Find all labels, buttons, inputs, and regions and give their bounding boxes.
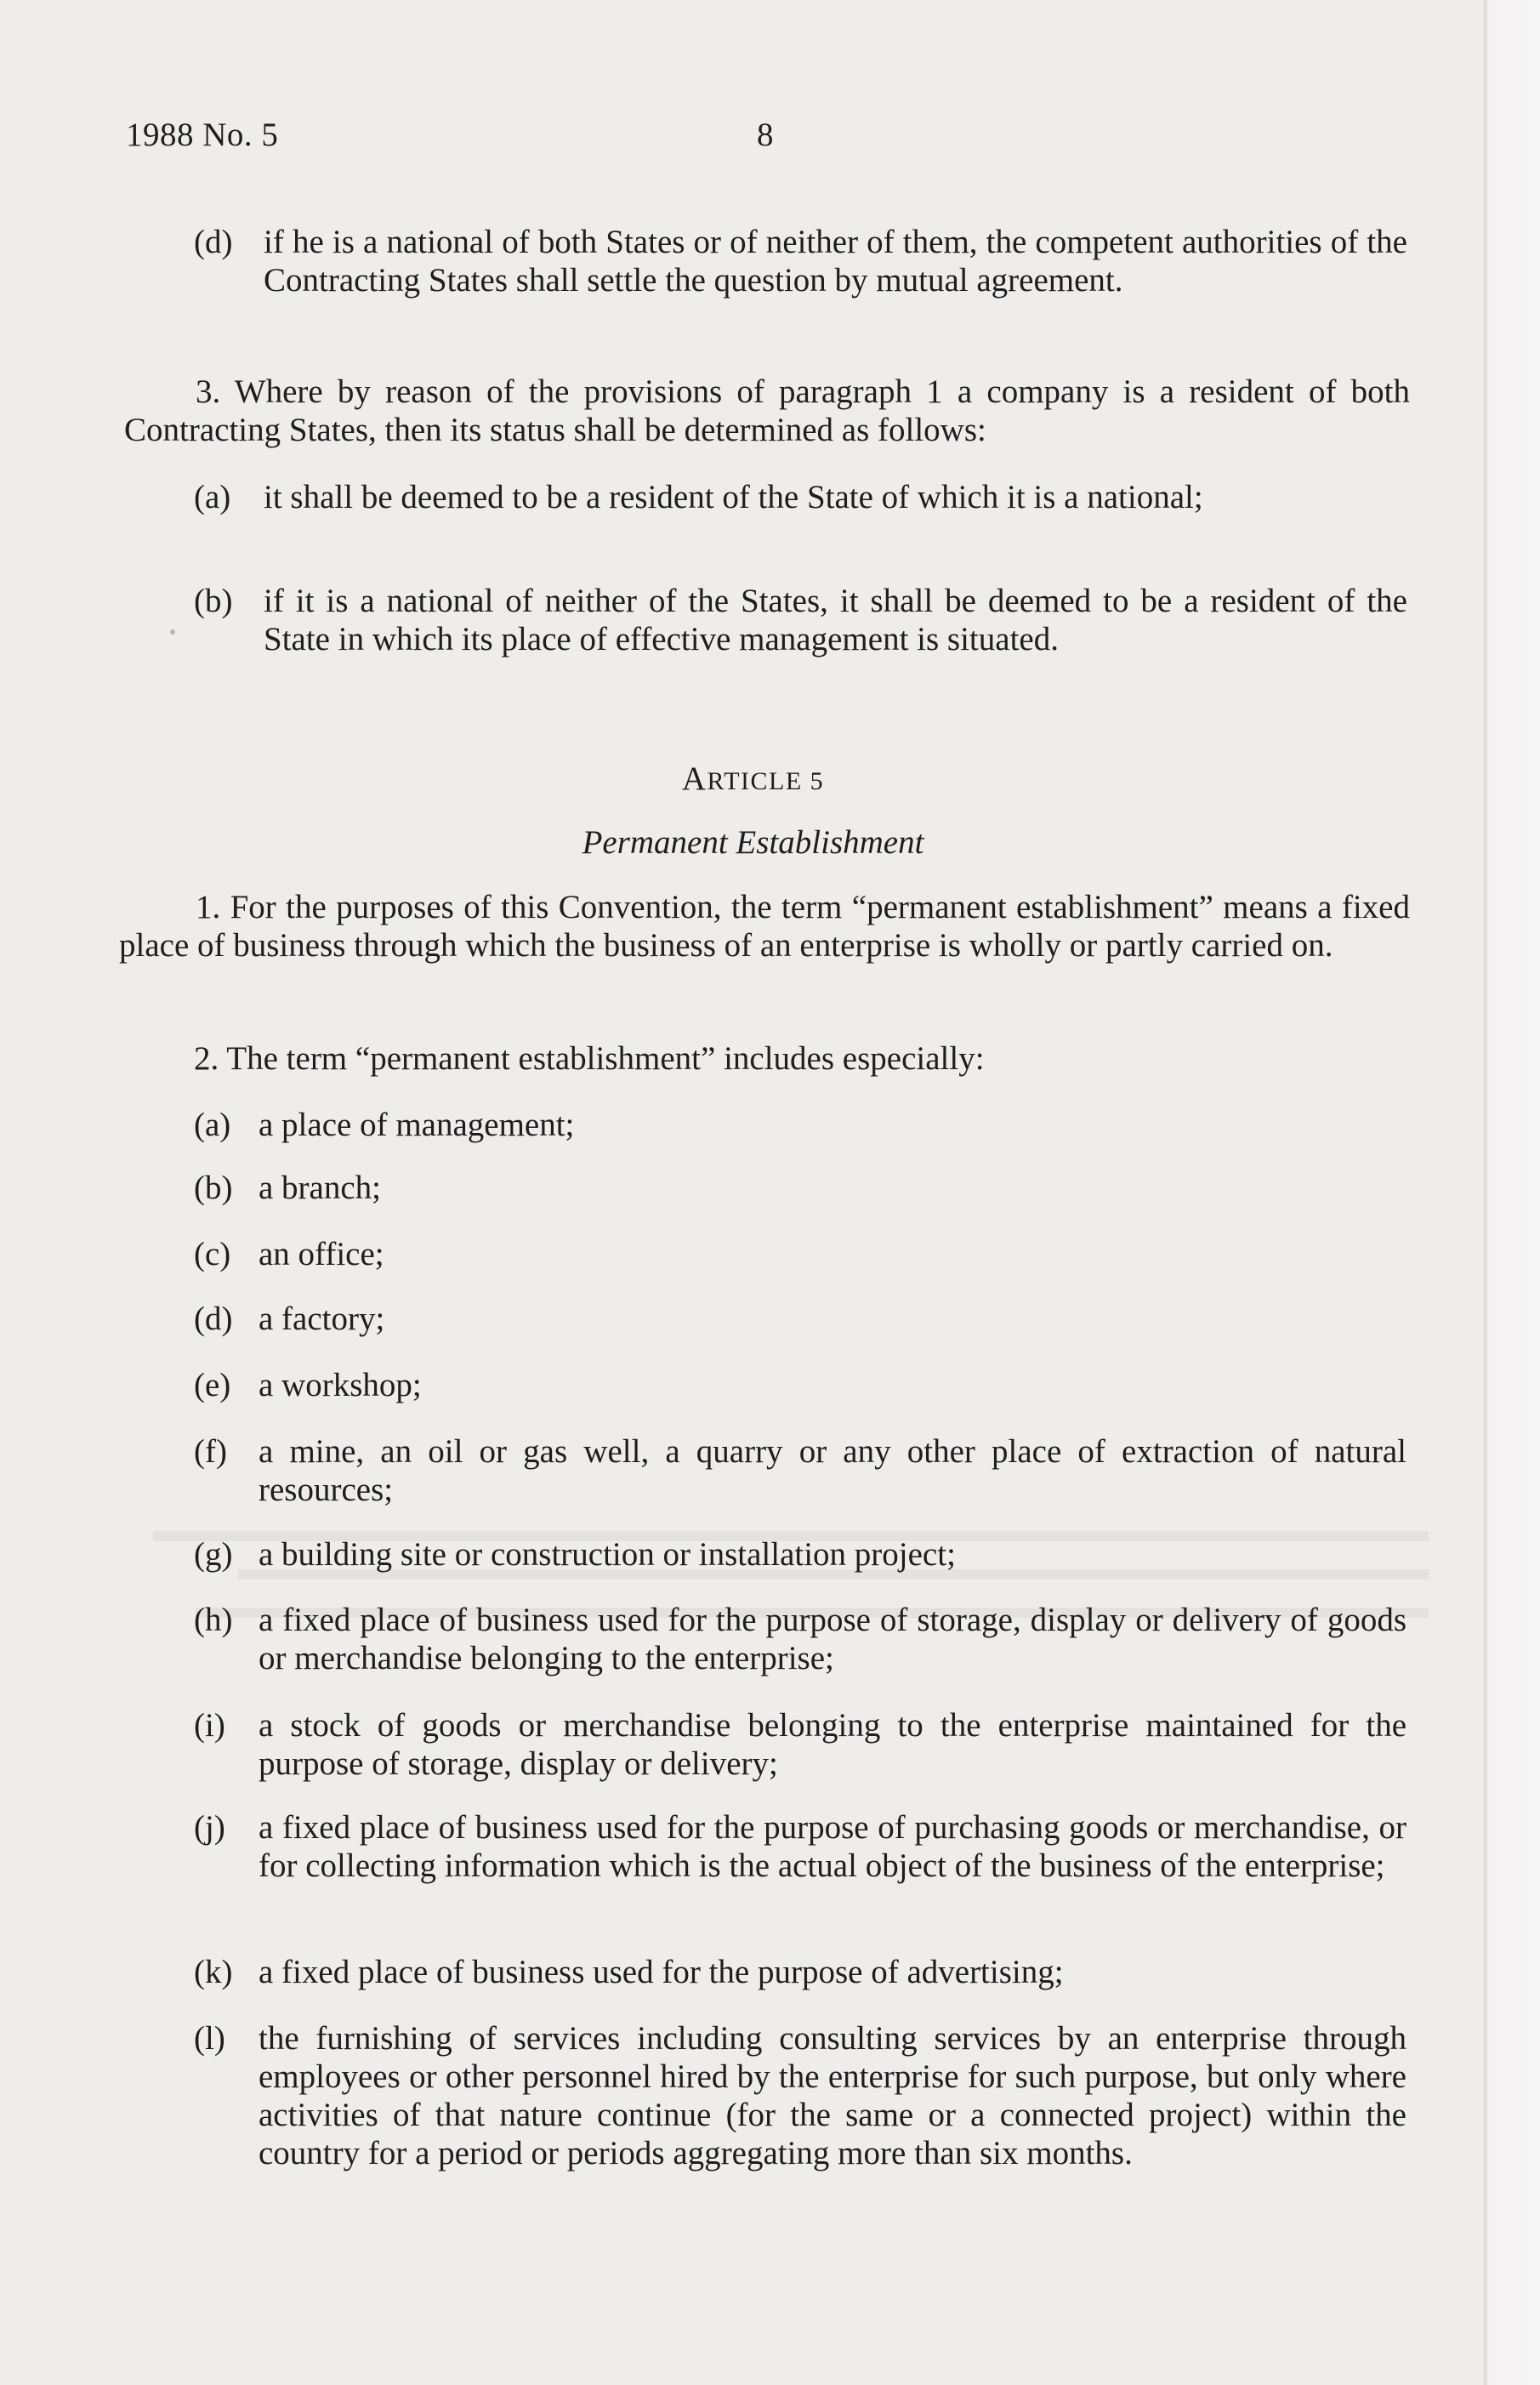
list-item-text: if it is a national of neither of the States, it shall be deemed to be a resident of the State in which its place of effective management is situated. [264,583,1407,657]
list-item-label: (f) [194,1433,227,1470]
para3-item-b [194,582,1410,663]
para2-item-l [194,2019,1410,2217]
document-header: 1988 No. 5 [126,117,279,153]
para2-item-b [194,1169,1410,1210]
para3-item-a [194,478,1410,519]
list-item-label: (c) [194,1236,231,1272]
para2-item-h [194,1601,1410,1682]
list-item-text: a building site or construction or installation project; [259,1536,956,1573]
list-item-text: it shall be deemed to be a resident of the State of which it is a national; [264,479,1203,515]
list-item-label: (h) [194,1602,233,1638]
list-item-d-continuation [194,223,1410,342]
list-item-label: (d) [194,224,233,260]
para2-item-g [194,1535,1410,1576]
list-item-label: (a) [194,479,231,515]
list-item-text: a fixed place of business used for the purpose of purchasing goods or merchandise, or for collecting information which is the actual object of the business of the enterprise; [259,1809,1406,1884]
list-item-label: (j) [194,1809,225,1846]
page-number: 8 [757,117,774,153]
para2-item-d [194,1300,1410,1340]
page-edge-shadow [1484,0,1540,2385]
list-item-text: a factory; [259,1301,385,1337]
list-item-text: a workshop; [259,1367,422,1403]
list-item-label: (a) [194,1107,231,1143]
list-item-label: (e) [194,1367,231,1403]
para2-item-e [194,1366,1410,1407]
list-item-text: a branch; [259,1170,382,1206]
list-item-text: the furnishing of services including consulting services by an enterprise through employees or other personnel hired by the enterprise for such purpose, but only where activities of that nature continue (for the same or a connected project) within the country for a period or periods aggregating more than six months. [259,2020,1406,2172]
list-item-label: (d) [194,1301,233,1337]
list-item-label: (l) [194,2020,225,2057]
para2-item-c [194,1235,1410,1276]
article-heading [0,760,1523,798]
para2-item-a [194,1106,1410,1147]
para2-item-k [194,1953,1410,1994]
section-title: Permanent Establishment [582,824,924,861]
list-item-text: an office; [259,1236,384,1272]
list-item-text: a fixed place of business used for the purpose of storage, display or delivery of goods or merchandise belonging to the enterprise; [259,1602,1406,1676]
list-item-label: (i) [194,1707,225,1744]
list-item-text: a fixed place of business used for the purpose of advertising; [259,1954,1064,1990]
list-item-text: if he is a national of both States or of neither of them, the competent authorities of the Contracting States shall settle the question by mutual agreement. [264,224,1407,299]
list-item-label: (k) [194,1954,233,1990]
list-item-text: a stock of goods or merchandise belonging to the enterprise maintained for the purpose of storage, display or delivery; [259,1707,1406,1782]
paragraph-3: 3. Where by reason of the provisions of paragraph 1 a company is a resident of both Contracting States, then its status shall be determined as follows: [124,373,1410,448]
para2-item-f [194,1432,1410,1513]
list-item-label: (g) [194,1536,233,1573]
list-item-text: a mine, an oil or gas well, a quarry or any other place of extraction of natural resources; [259,1433,1406,1508]
article-heading-rest: RTICLE 5 [707,767,825,795]
article-heading-initial: A [681,760,707,797]
para2-item-j [194,1808,1410,1927]
paragraph-2: 2. The term “permanent establishment” includes especially: [194,1040,985,1077]
list-item-label: (b) [194,1170,233,1206]
list-item-label: (b) [194,583,233,619]
para2-item-i [194,1706,1410,1787]
list-item-text: a place of management; [259,1107,575,1143]
stray-mark [170,629,175,635]
paragraph-1: 1. For the purposes of this Convention, the term “permanent establishment” means a fixed place of business through which the business of an enterprise is wholly or partly carried on. [119,889,1410,964]
